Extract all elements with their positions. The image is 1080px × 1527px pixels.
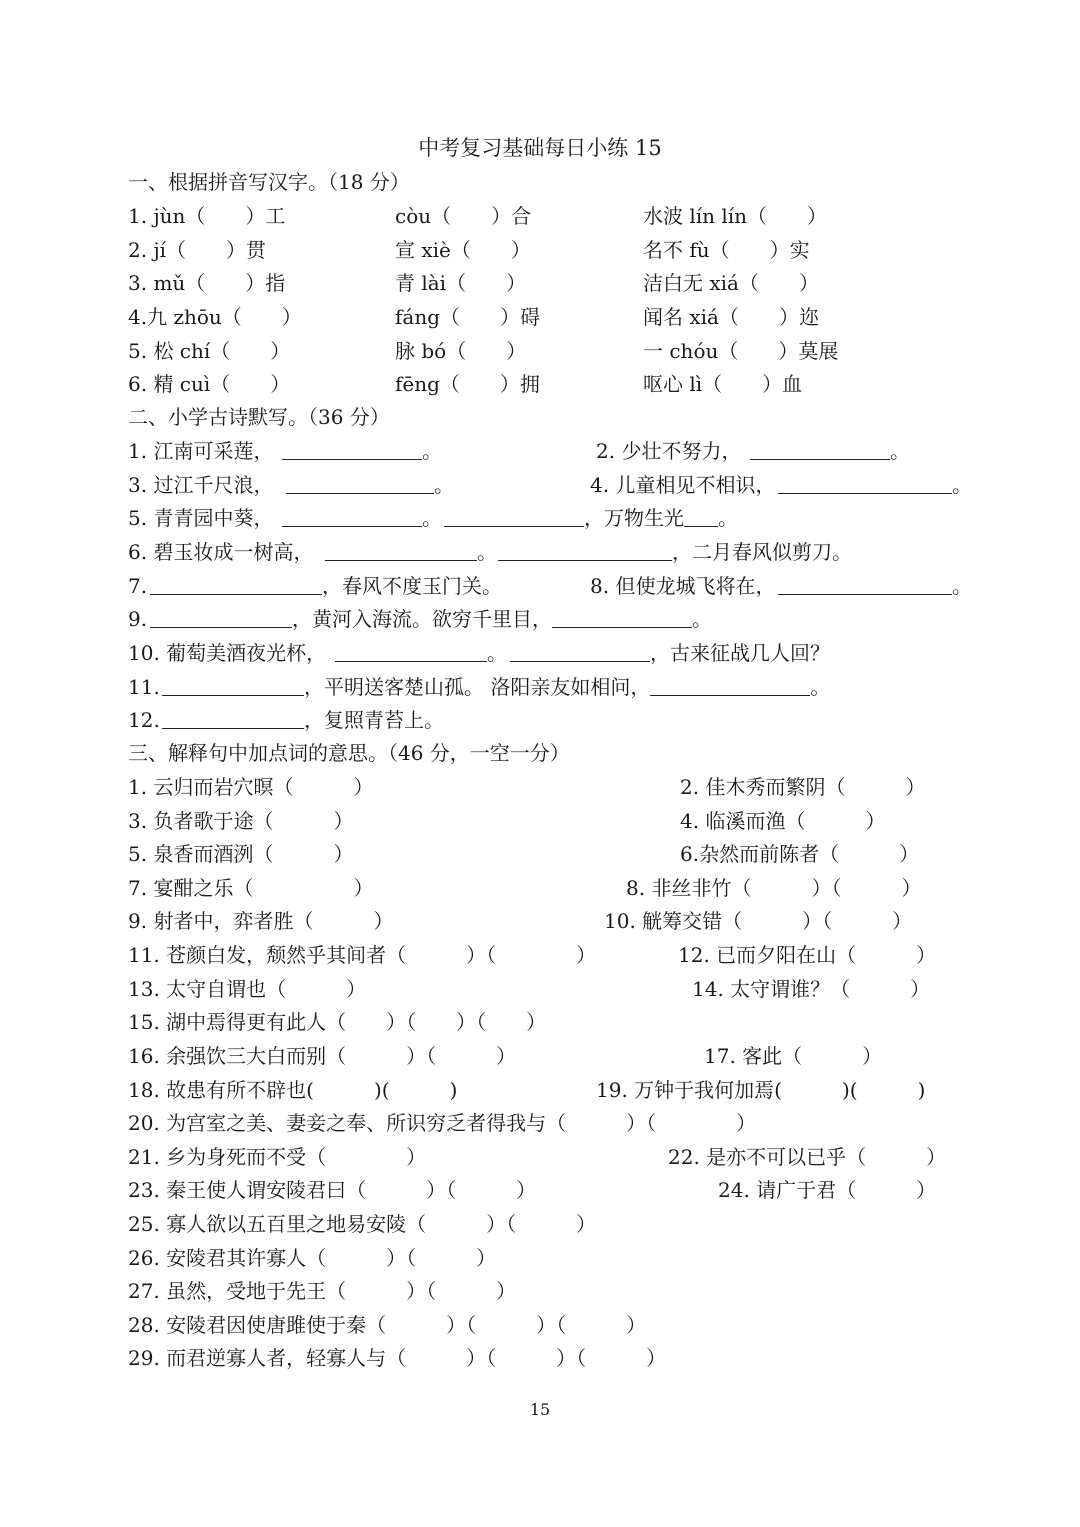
pinyin-item: 1. jùn（ ）工	[128, 204, 286, 228]
explain-item: 2. 佳木秀而繁阴（ ）	[680, 775, 926, 799]
explain-item: 20. 为宫室之美、妻妾之奉、所识穷乏者得我与（ ）（ ）	[128, 1111, 757, 1135]
answer-blank-group	[282, 439, 442, 463]
poem-line: ，复照青苔上。	[304, 708, 444, 732]
punct: 。	[890, 439, 910, 463]
explain-item: 21. 乡为身死而不受（ ）	[128, 1145, 427, 1169]
answer-blank[interactable]	[778, 574, 952, 595]
punct: 。	[422, 506, 442, 530]
answer-blank-group	[498, 540, 852, 564]
explain-item: 11. 苍颜白发，颓然乎其间者（ ）（ ）	[128, 943, 597, 967]
answer-blank[interactable]	[684, 506, 718, 527]
poem-row-11	[0, 675, 1080, 709]
answer-blank[interactable]	[282, 439, 422, 460]
section3-heading: 三、解释句中加点词的意思。（46 分，一空一分）	[128, 741, 570, 765]
answer-blank-group	[444, 506, 738, 530]
explain-item: 15. 湖中焉得更有此人（ ）（ ）（ ）	[128, 1010, 547, 1034]
explain-item: 7. 宴酣之乐（ ）	[128, 876, 374, 900]
punct: 。	[477, 540, 497, 564]
pinyin-item: 2. jí（ ）贯	[128, 238, 267, 262]
poem-line: 8. 但使龙城飞将在，	[590, 574, 776, 598]
explain-item: 23. 秦王使人谓安陵君曰（ ）（ ）	[128, 1178, 537, 1202]
poem-line: 3. 过江千尺浪，	[128, 473, 274, 497]
pinyin-item: 4.九 zhōu（ ）	[128, 305, 302, 329]
pinyin-item: 6. 精 cuì（ ）	[128, 372, 291, 396]
poem-line: 4. 儿童相见不相识，	[590, 473, 776, 497]
answer-blank[interactable]	[150, 574, 322, 595]
pinyin-item: 3. mǔ（ ）指	[128, 271, 286, 295]
poem-row-3	[0, 473, 1080, 507]
page-title: 中考复习基础每日小练 15	[418, 136, 662, 160]
poem-line: 10. 葡萄美酒夜光杯，	[128, 641, 327, 665]
explain-item: 27. 虽然，受地于先王（ ）（ ）	[128, 1279, 517, 1303]
explain-item: 9. 射者中，弈者胜（ ）	[128, 909, 394, 933]
poem-line: 11.	[128, 675, 160, 699]
explain-item: 18. 故患有所不辟也( )( )	[128, 1078, 458, 1102]
punct: 。	[692, 607, 712, 631]
poem-line: 5. 青青园中葵，	[128, 506, 274, 530]
explain-item: 6.杂然而前陈者（ ）	[680, 842, 920, 866]
punct: 。	[810, 675, 831, 699]
explain-item: 3. 负者歌于途（ ）	[128, 809, 354, 833]
pinyin-item: còu（ ）合	[395, 204, 532, 228]
page-number: 15	[529, 1400, 551, 1419]
explain-item: 8. 非丝非竹（ ）（ ）	[626, 876, 922, 900]
punct: 。	[434, 473, 454, 497]
answer-blank[interactable]	[162, 708, 304, 729]
poem-line: 7.	[128, 574, 148, 598]
poem-row-10	[0, 641, 1080, 675]
answer-blank-group	[750, 439, 910, 463]
answer-blank-group	[150, 607, 712, 631]
pinyin-item: 洁白无 xiá（ ）	[643, 271, 819, 295]
answer-blank[interactable]	[650, 675, 810, 696]
answer-blank[interactable]	[150, 607, 292, 628]
answer-blank[interactable]	[510, 641, 650, 662]
answer-blank[interactable]	[335, 641, 487, 662]
answer-blank[interactable]	[778, 473, 952, 494]
pinyin-item: 水波 lín lín（ ）	[643, 204, 828, 228]
poem-line: 6. 碧玉妆成一树高，	[128, 540, 314, 564]
pinyin-item: 闻名 xiá（ ）迩	[643, 305, 819, 329]
explain-item: 26. 安陵君其许寡人（ ）（ ）	[128, 1246, 497, 1270]
poem-line: 9.	[128, 607, 148, 631]
explain-item: 25. 寡人欲以五百里之地易安陵（ ）（ ）	[128, 1212, 597, 1236]
answer-blank[interactable]	[552, 607, 692, 628]
explain-item: 5. 泉香而酒洌（ ）	[128, 842, 354, 866]
poem-line: ，万物生光	[584, 506, 684, 530]
punct: 。	[952, 574, 972, 598]
section1-heading: 一、根据拼音写汉字。（18 分）	[128, 170, 410, 194]
explain-item: 29. 而君逆寡人者，轻寡人与（ ）（ ）（ ）	[128, 1346, 667, 1370]
explain-item: 14. 太守谓谁？（ ）	[692, 977, 931, 1001]
pinyin-item: 宣 xiè（ ）	[395, 238, 531, 262]
answer-blank-group	[778, 473, 972, 497]
section2-heading: 二、小学古诗默写。（36 分）	[128, 405, 390, 429]
pinyin-item: 呕心 lì（ ）血	[643, 372, 803, 396]
answer-blank[interactable]	[286, 473, 434, 494]
answer-blank[interactable]	[162, 675, 304, 696]
punct: 。	[952, 473, 972, 497]
pinyin-item: 青 lài（ ）	[395, 271, 527, 295]
poem-line: ，春风不度玉门关。	[322, 574, 502, 598]
explain-item: 13. 太守自谓也（ ）	[128, 977, 367, 1001]
answer-blank-group	[150, 574, 502, 598]
answer-blank-group	[335, 641, 507, 665]
answer-blank-group	[162, 708, 444, 732]
answer-blank[interactable]	[444, 506, 584, 527]
poem-row-9	[0, 607, 1080, 641]
answer-blank[interactable]	[750, 439, 890, 460]
explain-item: 28. 安陵君因使唐雎使于秦（ ）（ ）（ ）	[128, 1313, 647, 1337]
poem-line: ，二月春风似剪刀。	[672, 540, 852, 564]
pinyin-item: 名不 fù（ ）实	[643, 238, 810, 262]
explain-item: 17. 客此（ ）	[704, 1044, 883, 1068]
poem-line: ，古来征战几人回？	[650, 641, 830, 665]
answer-blank[interactable]	[498, 540, 672, 561]
answer-blank-group	[778, 574, 972, 598]
explain-item: 16. 余强饮三大白而别（ ）（ ）	[128, 1044, 517, 1068]
answer-blank-group	[162, 675, 830, 699]
explain-item: 10. 觥筹交错（ ）（ ）	[604, 909, 913, 933]
answer-blank[interactable]	[282, 506, 422, 527]
poem-line: 2. 少壮不努力，	[596, 439, 742, 463]
pinyin-item: fēng（ ）拥	[395, 372, 540, 396]
explain-item: 19. 万钟于我何加焉( )( )	[596, 1078, 926, 1102]
answer-blank-group	[286, 473, 454, 497]
poem-line: ，黄河入海流。欲穷千里目，	[292, 607, 552, 631]
explain-item: 22. 是亦不可以已乎（ ）	[668, 1145, 947, 1169]
answer-blank-group	[282, 506, 442, 530]
punct: 。	[422, 439, 442, 463]
poem-line: 1. 江南可采莲，	[128, 439, 274, 463]
explain-item: 1. 云归而岩穴暝（ ）	[128, 775, 374, 799]
poem-line: 12.	[128, 708, 160, 732]
explain-item: 24. 请广于君（ ）	[718, 1178, 937, 1202]
pinyin-item: fáng（ ）碍	[395, 305, 541, 329]
punct: 。	[718, 506, 738, 530]
answer-blank-group	[325, 540, 497, 564]
pinyin-item: 一 chóu（ ）莫展	[643, 339, 839, 363]
answer-blank-group	[510, 641, 830, 665]
poem-row-5	[0, 506, 1080, 540]
answer-blank[interactable]	[325, 540, 477, 561]
poem-row-1	[0, 439, 1080, 473]
punct: 。	[487, 641, 507, 665]
poem-row-6	[0, 540, 1080, 574]
explain-item: 4. 临溪而渔（ ）	[680, 809, 886, 833]
poem-row-7	[0, 574, 1080, 608]
poem-line: ，平明送客楚山孤。 洛阳亲友如相问，	[304, 675, 651, 699]
pinyin-item: 5. 松 chí（ ）	[128, 339, 291, 363]
poem-row-12	[0, 708, 1080, 742]
explain-item: 12. 已而夕阳在山（ ）	[678, 943, 937, 967]
pinyin-item: 脉 bó（ ）	[395, 339, 527, 363]
